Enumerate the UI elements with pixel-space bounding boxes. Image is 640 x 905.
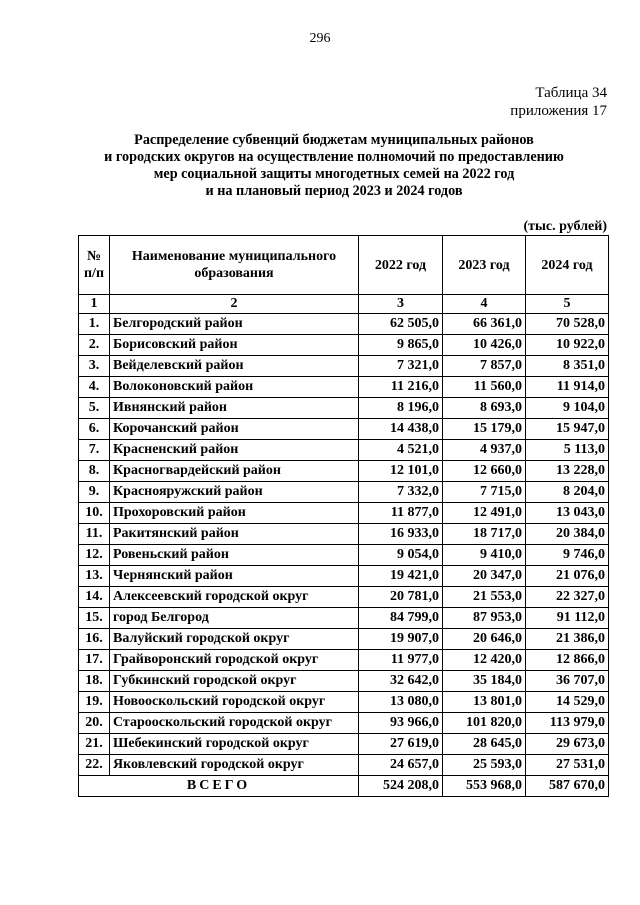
column-number-row <box>79 295 609 314</box>
row-value-2024: 22 327,0 <box>526 587 609 608</box>
row-value-2022: 4 521,0 <box>359 440 443 461</box>
total-2022: 524 208,0 <box>359 776 443 797</box>
row-value-2022: 7 321,0 <box>359 356 443 377</box>
page-number: 296 <box>309 31 331 46</box>
row-value-2023: 28 645,0 <box>443 734 526 755</box>
total-label: ВСЕГО <box>79 776 359 797</box>
table-row <box>79 545 609 566</box>
column-number: 5 <box>526 295 609 314</box>
row-value-2022: 11 877,0 <box>359 503 443 524</box>
row-value-2022: 9 865,0 <box>359 335 443 356</box>
row-value-2022: 84 799,0 <box>359 608 443 629</box>
row-value-2022: 8 196,0 <box>359 398 443 419</box>
row-value-2023: 8 693,0 <box>443 398 526 419</box>
row-value-2023: 87 953,0 <box>443 608 526 629</box>
row-value-2023: 101 820,0 <box>443 713 526 734</box>
header-name-line1: Наименование муниципального <box>131 249 337 264</box>
table-row <box>79 524 609 545</box>
row-name: Белгородский район <box>110 314 359 335</box>
row-value-2024: 12 866,0 <box>526 650 609 671</box>
table-row <box>79 419 609 440</box>
row-value-2023: 66 361,0 <box>443 314 526 335</box>
total-row <box>79 776 609 797</box>
row-value-2024: 13 228,0 <box>526 461 609 482</box>
row-value-2023: 12 420,0 <box>443 650 526 671</box>
row-value-2023: 20 646,0 <box>443 629 526 650</box>
table-reference-line2: приложения 17 <box>510 103 607 119</box>
row-name: Чернянский район <box>110 566 359 587</box>
row-value-2024: 5 113,0 <box>526 440 609 461</box>
table-row <box>79 587 609 608</box>
row-name: Борисовский район <box>110 335 359 356</box>
column-number: 1 <box>79 295 110 314</box>
row-value-2024: 21 386,0 <box>526 629 609 650</box>
row-value-2024: 9 104,0 <box>526 398 609 419</box>
row-value-2024: 14 529,0 <box>526 692 609 713</box>
table-row <box>79 482 609 503</box>
row-number: 21. <box>79 734 110 755</box>
row-value-2024: 8 351,0 <box>526 356 609 377</box>
row-value-2024: 91 112,0 <box>526 608 609 629</box>
header-row <box>79 236 609 295</box>
row-value-2022: 32 642,0 <box>359 671 443 692</box>
title-line2: и городских округов на осуществление полномочий по предоставлению <box>104 149 564 165</box>
row-name: Шебекинский городской округ <box>110 734 359 755</box>
total-2024: 587 670,0 <box>526 776 609 797</box>
row-value-2024: 36 707,0 <box>526 671 609 692</box>
row-number: 15. <box>79 608 110 629</box>
row-value-2022: 20 781,0 <box>359 587 443 608</box>
row-value-2022: 27 619,0 <box>359 734 443 755</box>
row-value-2022: 12 101,0 <box>359 461 443 482</box>
row-value-2022: 62 505,0 <box>359 314 443 335</box>
table-row <box>79 755 609 776</box>
row-number: 17. <box>79 650 110 671</box>
row-value-2023: 18 717,0 <box>443 524 526 545</box>
row-name: Алексеевский городской округ <box>110 587 359 608</box>
document-title <box>60 132 608 200</box>
row-value-2023: 11 560,0 <box>443 377 526 398</box>
row-value-2022: 93 966,0 <box>359 713 443 734</box>
row-name: Губкинский городской округ <box>110 671 359 692</box>
row-name: город Белгород <box>110 608 359 629</box>
total-2023: 553 968,0 <box>443 776 526 797</box>
row-value-2023: 12 660,0 <box>443 461 526 482</box>
row-name: Ракитянский район <box>110 524 359 545</box>
row-number: 11. <box>79 524 110 545</box>
table-row <box>79 629 609 650</box>
row-number: 1. <box>79 314 110 335</box>
row-number: 22. <box>79 755 110 776</box>
header-number-line2: п/п <box>83 266 105 281</box>
table-row <box>79 356 609 377</box>
row-name: Новооскольский городской округ <box>110 692 359 713</box>
row-name: Прохоровский район <box>110 503 359 524</box>
row-name: Красненский район <box>110 440 359 461</box>
table-row <box>79 566 609 587</box>
row-number: 18. <box>79 671 110 692</box>
row-value-2024: 10 922,0 <box>526 335 609 356</box>
header-2022: 2022 год <box>359 236 443 295</box>
table-row <box>79 335 609 356</box>
row-value-2024: 70 528,0 <box>526 314 609 335</box>
row-name: Ивнянский район <box>110 398 359 419</box>
row-number: 5. <box>79 398 110 419</box>
header-number <box>79 236 110 295</box>
table-row <box>79 440 609 461</box>
row-value-2022: 9 054,0 <box>359 545 443 566</box>
table-header <box>79 236 609 295</box>
row-value-2023: 25 593,0 <box>443 755 526 776</box>
row-value-2024: 20 384,0 <box>526 524 609 545</box>
row-number: 3. <box>79 356 110 377</box>
row-number: 9. <box>79 482 110 503</box>
table-row <box>79 461 609 482</box>
row-number: 12. <box>79 545 110 566</box>
row-name: Волоконовский район <box>110 377 359 398</box>
row-value-2023: 35 184,0 <box>443 671 526 692</box>
row-value-2023: 20 347,0 <box>443 566 526 587</box>
subsidy-table <box>78 235 609 797</box>
row-value-2024: 15 947,0 <box>526 419 609 440</box>
row-value-2023: 4 937,0 <box>443 440 526 461</box>
row-name: Красногвардейский район <box>110 461 359 482</box>
header-2023: 2023 год <box>443 236 526 295</box>
row-value-2023: 7 715,0 <box>443 482 526 503</box>
header-2024: 2024 год <box>526 236 609 295</box>
row-value-2022: 11 216,0 <box>359 377 443 398</box>
row-value-2022: 24 657,0 <box>359 755 443 776</box>
row-number: 7. <box>79 440 110 461</box>
units-label: (тыс. рублей) <box>523 219 607 234</box>
header-name-line2: образования <box>194 266 274 281</box>
row-value-2024: 27 531,0 <box>526 755 609 776</box>
title-line3: мер социальной защиты многодетных семей на 2022 год <box>153 166 515 182</box>
row-value-2024: 11 914,0 <box>526 377 609 398</box>
row-value-2024: 9 746,0 <box>526 545 609 566</box>
row-value-2023: 7 857,0 <box>443 356 526 377</box>
row-name: Краснояружский район <box>110 482 359 503</box>
row-name: Валуйский городской округ <box>110 629 359 650</box>
table-row <box>79 734 609 755</box>
row-value-2024: 21 076,0 <box>526 566 609 587</box>
row-number: 13. <box>79 566 110 587</box>
row-name: Корочанский район <box>110 419 359 440</box>
row-value-2024: 13 043,0 <box>526 503 609 524</box>
row-number: 10. <box>79 503 110 524</box>
row-number: 16. <box>79 629 110 650</box>
table-row <box>79 314 609 335</box>
row-value-2023: 9 410,0 <box>443 545 526 566</box>
table-row <box>79 650 609 671</box>
row-number: 8. <box>79 461 110 482</box>
row-value-2023: 21 553,0 <box>443 587 526 608</box>
table-row <box>79 671 609 692</box>
row-value-2024: 29 673,0 <box>526 734 609 755</box>
table-row <box>79 608 609 629</box>
row-value-2024: 113 979,0 <box>526 713 609 734</box>
table-row <box>79 503 609 524</box>
table-body <box>79 295 609 776</box>
title-line1: Распределение субвенций бюджетам муниципальных районов <box>134 132 534 148</box>
row-name: Грайворонский городской округ <box>110 650 359 671</box>
row-value-2022: 19 907,0 <box>359 629 443 650</box>
row-value-2022: 14 438,0 <box>359 419 443 440</box>
row-value-2023: 15 179,0 <box>443 419 526 440</box>
header-number-line1: № <box>86 249 102 264</box>
row-value-2022: 13 080,0 <box>359 692 443 713</box>
table-reference <box>510 84 607 120</box>
row-value-2022: 19 421,0 <box>359 566 443 587</box>
row-value-2023: 10 426,0 <box>443 335 526 356</box>
row-number: 14. <box>79 587 110 608</box>
table-row <box>79 692 609 713</box>
row-number: 6. <box>79 419 110 440</box>
row-value-2022: 7 332,0 <box>359 482 443 503</box>
row-number: 2. <box>79 335 110 356</box>
table-row <box>79 377 609 398</box>
row-value-2023: 12 491,0 <box>443 503 526 524</box>
row-value-2024: 8 204,0 <box>526 482 609 503</box>
table-row <box>79 713 609 734</box>
row-value-2023: 13 801,0 <box>443 692 526 713</box>
table-reference-line1: Таблица 34 <box>535 85 607 101</box>
header-name <box>110 236 359 295</box>
row-number: 4. <box>79 377 110 398</box>
row-name: Старооскольский городской округ <box>110 713 359 734</box>
row-name: Яковлевский городской округ <box>110 755 359 776</box>
row-name: Вейделевский район <box>110 356 359 377</box>
title-line4: и на плановый период 2023 и 2024 годов <box>205 183 463 199</box>
table-row <box>79 398 609 419</box>
row-number: 20. <box>79 713 110 734</box>
column-number: 3 <box>359 295 443 314</box>
row-number: 19. <box>79 692 110 713</box>
row-value-2022: 16 933,0 <box>359 524 443 545</box>
table-footer <box>79 776 609 797</box>
row-name: Ровеньский район <box>110 545 359 566</box>
column-number: 2 <box>110 295 359 314</box>
row-value-2022: 11 977,0 <box>359 650 443 671</box>
column-number: 4 <box>443 295 526 314</box>
